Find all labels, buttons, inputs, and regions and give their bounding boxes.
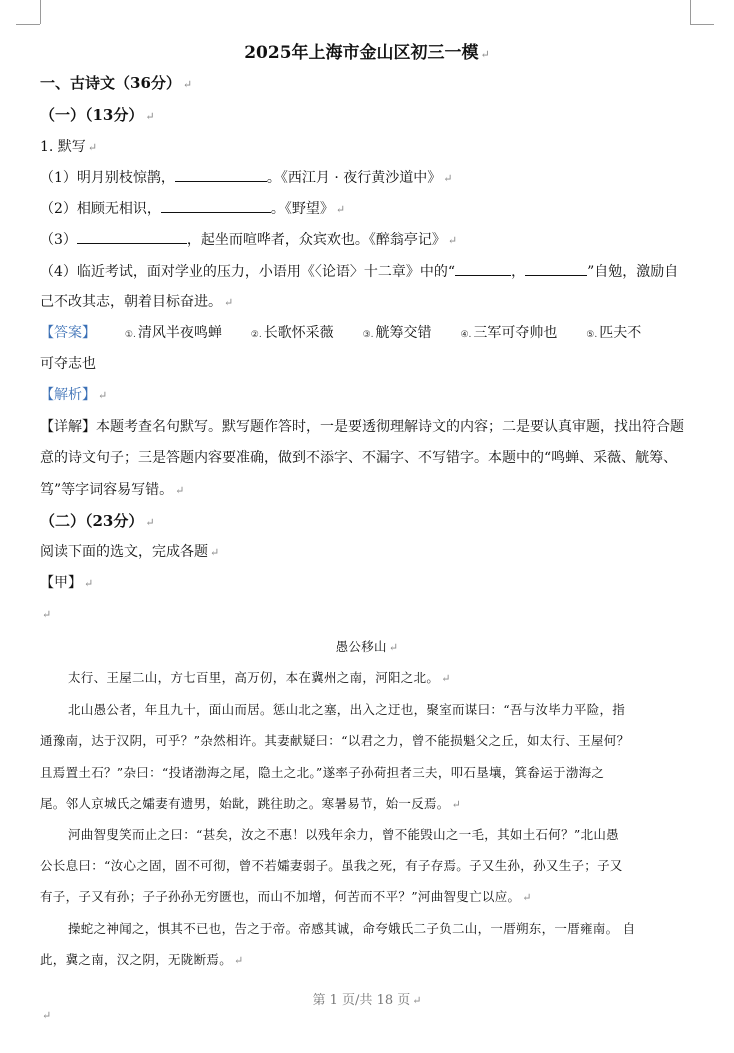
answer-line	[40, 324, 641, 344]
analysis-text: 【详解】本题考查名句默写。默写题作答时，一是要透彻理解诗文的内容；二是要认真审题，找出符合题	[40, 419, 684, 435]
paragraph-mark: ↵	[42, 1009, 52, 1022]
answer-blank[interactable]	[455, 262, 511, 276]
part-heading: （一）（13分） ↵	[40, 106, 155, 124]
question-item-continued: 己不改其志，朝着目标奋进。 ↵	[40, 294, 234, 310]
passage-line: 操蛇之神闻之，惧其不已也，告之于帝。帝感其诚，命夸娥氏二子负二山，一厝朔东，一厝雍南。 自	[68, 921, 636, 936]
analysis-text: 意的诗文句子；三是答题内容要准确，做到不添字、不漏字、不写错字。本题中的“鸣蝉、采薇、觥筹、	[40, 450, 678, 466]
answer-line-continued: 可夺志也	[40, 356, 96, 372]
crop-mark	[690, 24, 714, 25]
section-heading: 一、古诗文（36分） ↵	[40, 74, 193, 92]
crop-mark	[16, 24, 40, 25]
passage-line: 有子，子又有孙；子子孙孙无穷匮也，而山不加增，何苦而不平？”河曲智叟亡以应。 ↵	[40, 889, 532, 904]
answer-blank[interactable]	[525, 262, 587, 276]
question-item: （3） ，起坐而喧哗者，众宾欢也。《醉翁亭记》 ↵	[40, 232, 458, 248]
passage-label: 【甲】 ↵	[40, 575, 94, 591]
answer-item: ②. 长歌怀采薇	[250, 325, 334, 341]
question-label: 1. 默写 ↵	[40, 139, 98, 155]
part-heading: （二）（23分） ↵	[40, 512, 155, 530]
passage-line: 且焉置土石？”杂曰：“投诸渤海之尾，隐土之北。”遂率子孙荷担者三夫，叩石垦壤，箕畚运于渤海之	[40, 765, 605, 780]
passage-line: 北山愚公者，年且九十，面山而居。惩山北之塞，出入之迂也，聚室而谋曰：“吾与汝毕力平险，指	[68, 702, 626, 717]
answer-item: ③. 觥筹交错	[362, 325, 432, 341]
question-item: （4）临近考试，面对学业的压力，小语用《〈论语〉十二章》中的“ ， ”自勉，激励自	[40, 264, 679, 280]
passage-line: 尾。邻人京城氏之孀妻有遗男，始龀，跳往助之。寒暑易节，始一反焉。 ↵	[40, 796, 462, 811]
answer-item: ④. 三军可夺帅也	[460, 325, 558, 341]
instruction-text: 阅读下面的选文，完成各题 ↵	[40, 544, 220, 560]
page-title: 2025年上海市金山区初三一模 ↵	[244, 43, 490, 63]
passage-line: 通豫南，达于汉阴，可乎？”杂然相许。其妻献疑曰：“以君之力，曾不能损魁父之丘，如太行、王屋何？	[40, 733, 630, 748]
answer-blank[interactable]	[77, 230, 187, 244]
answer-blank[interactable]	[161, 199, 271, 213]
question-item: （1）明月别枝惊鹊， 。《西江月 · 夜行黄沙道中》 ↵	[40, 170, 453, 186]
answer-item: ⑤. 匹夫不	[586, 325, 642, 341]
answer-blank[interactable]	[175, 168, 267, 182]
page-footer: 第 1 页/共 18 页 ↵	[312, 993, 422, 1008]
analysis-text: 笃”等字词容易写错。 ↵	[40, 482, 185, 498]
passage-line: 河曲智叟笑而止之曰：“甚矣，汝之不惠！以残年余力，曾不能毁山之一毛，其如土石何？”北山愚	[68, 827, 619, 842]
crop-mark	[690, 0, 691, 24]
passage-title: 愚公移山 ↵	[335, 639, 399, 654]
passage-line: 公长息曰：“汝心之固，固不可彻，曾不若孀妻弱子。虽我之死，有子存焉。子又生孙，孙又生子；子又	[40, 858, 623, 873]
answer-tag: 【答案】	[40, 325, 96, 341]
paragraph-mark: ↵	[42, 608, 52, 621]
passage-line: 太行、王屋二山，方七百里，高万仞，本在冀州之南，河阳之北。 ↵	[68, 670, 451, 685]
passage-line: 此，冀之南，汉之阴，无陇断焉。 ↵	[40, 952, 244, 967]
analysis-tag-line: 【解析】 ↵	[40, 387, 108, 403]
crop-mark	[40, 0, 41, 24]
answer-item: ①. 清风半夜鸣蝉	[124, 325, 222, 341]
question-item: （2）相顾无相识， 。《野望》 ↵	[40, 201, 346, 217]
